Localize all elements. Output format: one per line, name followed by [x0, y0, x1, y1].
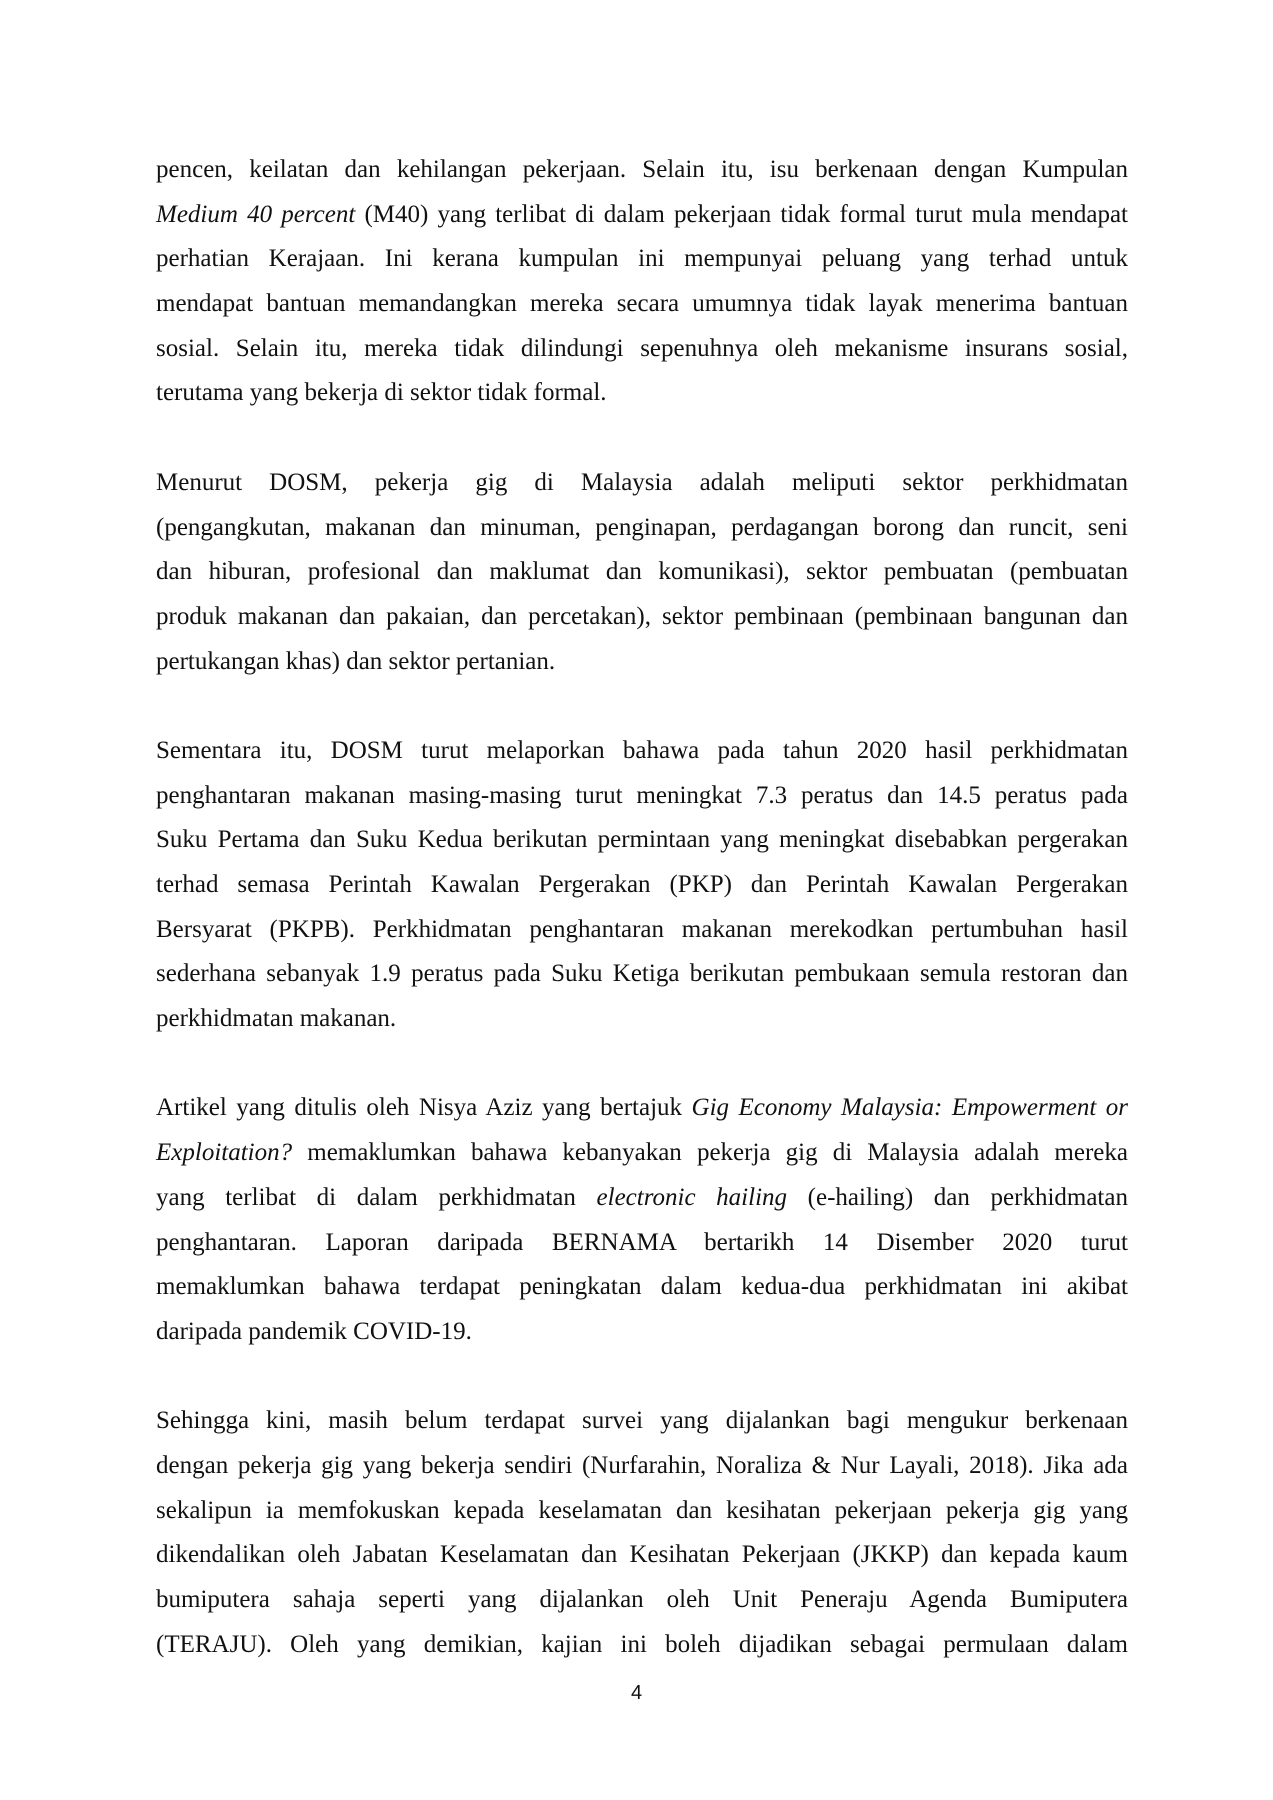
text-line [156, 1489, 1128, 1534]
text-line [156, 550, 1128, 595]
text-line [156, 863, 1128, 908]
text-span: penghantaran. Laporan daripada BERNAMA bertarikh 14 Disember 2020 turut [156, 1228, 1128, 1256]
text-span: (e-hailing) dan perkhidmatan [787, 1183, 1128, 1211]
text-span: penghantaran makanan masing-masing turut meningkat 7.3 peratus dan 14.5 peratus pada [156, 781, 1128, 809]
text-line [156, 595, 1128, 640]
text-line [156, 774, 1128, 819]
text-line [156, 461, 1128, 506]
text-span: (pengangkutan, makanan dan minuman, penginapan, perdagangan borong dan runcit, seni [156, 513, 1128, 541]
text-line [156, 1623, 1128, 1668]
text-line [156, 1086, 1128, 1131]
text-span: (M40) yang terlibat di dalam pekerjaan tidak formal turut mula mendapat [355, 200, 1128, 228]
text-span: memaklumkan bahawa terdapat peningkatan dalam kedua-dua perkhidmatan ini akibat [156, 1273, 1128, 1301]
text-span: bumiputera sahaja seperti yang dijalankan oleh Unit Peneraju Agenda Bumiputera [156, 1586, 1128, 1613]
text-span: mendapat bantuan memandangkan mereka secara umumnya tidak layak menerima bantuan [156, 290, 1128, 318]
text-span: (TERAJU). Oleh yang demikian, kajian ini boleh dijadikan sebagai permulaan dalam [156, 1630, 1128, 1658]
paragraph [156, 461, 1128, 684]
text-line [156, 640, 1128, 685]
text-span: Suku Pertama dan Suku Kedua berikutan permintaan yang meningkat disebabkan pergerakan [156, 826, 1128, 854]
text-line [156, 237, 1128, 282]
text-line [156, 282, 1128, 327]
paragraph [156, 729, 1128, 1042]
text-span: memaklumkan bahawa kebanyakan pekerja gig di Malaysia adalah mereka [292, 1139, 1128, 1167]
text-line [156, 1310, 1128, 1355]
text-line [156, 729, 1128, 774]
text-span: sekalipun ia memfokuskan kepada keselamatan dan kesihatan pekerjaan pekerja gig yang [156, 1496, 1128, 1524]
text-line [156, 818, 1128, 863]
text-line [156, 908, 1128, 953]
text-span: sosial. Selain itu, mereka tidak dilindungi sepenuhnya oleh mekanisme insurans sosial, [156, 334, 1128, 362]
text-span: dan hiburan, profesional dan maklumat dan komunikasi), sektor pembuatan (pembuatan [156, 558, 1128, 586]
text-line [156, 1265, 1128, 1310]
document-body [156, 148, 1128, 1712]
text-line [156, 148, 1128, 193]
text-span: pencen, keilatan dan kehilangan pekerjaan. Selain itu, isu berkenaan dengan Kumpulan [156, 156, 1128, 183]
text-line [156, 371, 1128, 416]
text-line [156, 1131, 1128, 1176]
text-line [156, 1444, 1128, 1489]
paragraph [156, 1399, 1128, 1667]
text-line [156, 1176, 1128, 1221]
text-span: yang terlibat di dalam perkhidmatan [156, 1183, 597, 1211]
text-span: terhad semasa Perintah Kawalan Pergerakan (PKP) dan Perintah Kawalan Pergerakan [156, 871, 1128, 898]
text-span: dengan pekerja gig yang bekerja sendiri (Nurfarahin, Noraliza & Nur Layali, 2018). Jika ada [156, 1451, 1128, 1479]
page-number: 4 [630, 1682, 643, 1704]
text-span: produk makanan dan pakaian, dan percetakan), sektor pembinaan (pembinaan bangunan dan [156, 602, 1128, 630]
paragraph [156, 1086, 1128, 1354]
text-span: daripada pandemik COVID-19. [156, 1317, 472, 1345]
text-line [156, 1221, 1128, 1266]
text-span: Artikel yang ditulis oleh Nisya Aziz yang bertajuk [156, 1094, 692, 1122]
text-line [156, 1399, 1128, 1444]
text-span: terutama yang bekerja di sektor tidak formal. [156, 379, 607, 407]
text-span: pertukangan khas) dan sektor pertanian. [156, 647, 556, 675]
text-span: dikendalikan oleh Jabatan Keselamatan dan Kesihatan Pekerjaan (JKKP) dan kepada kaum [156, 1541, 1128, 1569]
text-line [156, 1533, 1128, 1578]
italic-text: electronic hailing [596, 1183, 788, 1211]
text-span: Sehingga kini, masih belum terdapat survei yang dijalankan bagi mengukur berkenaan [156, 1407, 1128, 1435]
text-line [156, 997, 1128, 1042]
text-span: Menurut DOSM, pekerja gig di Malaysia adalah meliputi sektor perkhidmatan [156, 468, 1128, 496]
text-span: Bersyarat (PKPB). Perkhidmatan penghantaran makanan merekodkan pertumbuhan hasil [156, 915, 1128, 943]
text-line [156, 506, 1128, 551]
text-line [156, 193, 1128, 238]
text-line [156, 1578, 1128, 1623]
text-span: sederhana sebanyak 1.9 peratus pada Suku Ketiga berikutan pembukaan semula restoran dan [156, 960, 1128, 988]
paragraph [156, 148, 1128, 416]
text-span: perhatian Kerajaan. Ini kerana kumpulan ini mempunyai peluang yang terhad untuk [156, 245, 1128, 273]
text-line [156, 952, 1128, 997]
text-line [156, 327, 1128, 372]
text-span: perkhidmatan makanan. [156, 1005, 397, 1033]
italic-text: Medium 40 percent [156, 200, 356, 228]
italic-text: Gig Economy Malaysia: Empowerment or [691, 1094, 1128, 1122]
italic-text: Exploitation? [156, 1139, 293, 1167]
text-span: Sementara itu, DOSM turut melaporkan bahawa pada tahun 2020 hasil perkhidmatan [156, 736, 1128, 764]
